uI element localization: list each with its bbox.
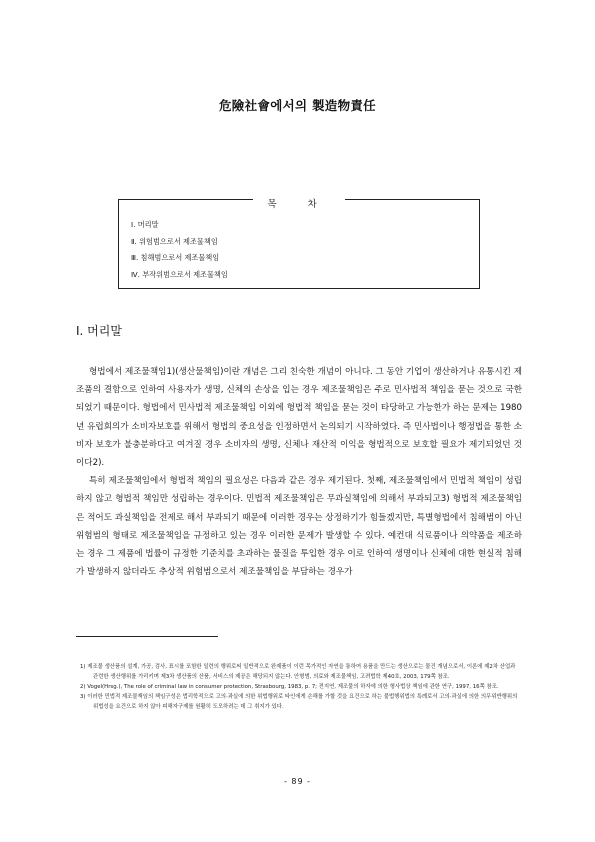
footnotes xyxy=(76,662,522,712)
toc-item: Ⅲ. 침해범으로서 제조물책임 xyxy=(131,253,220,262)
body-text xyxy=(76,363,522,581)
paragraph: 형법에서 제조물책임1)(생산물책임)이란 개념은 그리 친숙한 개념이 아니다. 그 동안 기업이 생산하거나 유통시킨 제조품의 결함으로 인하여 사용자가 생명, 신체의 손상을 입는 경우 제조물책임은 주로 민사법적 책임을 묻는 것으로 국한되었기 때문이다. 형법에서 민사법적 제조물책임 이외에 형법적 책임을 묻는 것이 타당하고 가능한가 하는 문제는 1980년 유럽회의가 소비자보호를 위해서 형법의 중요성을 인정하면서 논의되기 시작하였다. 즉 민사법이나 행정법을 통한 소비자 보호가 불충분하다고 여겨질 경우 소비자의 생명, 신체나 재산적 이익을 형법적으로 보호할 필요가 제기되었던 것이다2). xyxy=(76,367,522,469)
footnote: 1) 제조물 생산품의 설계, 가공, 검사, 표시를 포함한 일련의 행위로써 일반적으로 완제품이 이런 목가적인 자연을 통하여 용품을 만드는 생산으로는 물건 개념으로서, 이론에 제2차 산업과 관련한 생산행위를 가리키며 제3차 생산품의 산품, 서비스의 제공은 해당되지 않는다. 안형범, 의료와 제조물책임, 고려법학 제40호, 2003, 179쪽 참조. xyxy=(80,664,516,680)
toc-list xyxy=(131,217,228,283)
toc-item: Ⅳ. 부작위범으로서 제조물책임 xyxy=(131,269,228,279)
toc-item: Ⅰ. 머리말 xyxy=(131,220,159,229)
table-of-contents xyxy=(118,199,480,289)
page-number: - 89 - xyxy=(283,777,312,786)
footnote: 3) 이러한 민법적 제조물책임의 책임구성은 법리학적으로 고의·과실에 의한 위법행위로 타인에게 손해를 가할 것을 요건으로 하는 불법행위법의 특례로서 고의·과실에 의한 의무위반행위의 위법성을 요건으로 하지 않아 피해자구제를 원활히 도모하려는 데 그 취지가 있다. xyxy=(80,694,518,710)
toc-heading: 목 차 xyxy=(253,199,344,210)
toc-heading-wrap xyxy=(119,192,479,211)
section-heading: Ⅰ. 머리말 xyxy=(76,324,122,338)
paragraph: 특히 제조물책임에서 형법적 책임의 필요성은 다음과 같은 경우 제기된다. 첫째, 제조물책임에서 민법적 책임이 성립하지 않고 형법적 책임만 성립하는 경우이다. 민법적 제조물책임은 무과실책임에 의해서 부과되고3) 형법적 제조물책임은 적어도 과실책임을 전제로 해서 부과되기 때문에 이러한 경우는 상정하기가 힘들겠지만, 특별형법에서 침해범이 아닌 위험범의 형태로 제조물책임을 규정하고 있는 경우 이러한 문제가 발생할 수 있다. 예컨대 식료품이나 의약품을 제조하는 경우 그 제품에 법률이 규정한 기준치를 초과하는 물질을 투입한 경우 이로 인하여 생명이나 신체에 대한 현실적 침해가 발생하지 않더라도 추상적 위험범으로서 제조물책임을 부담하는 경우가 xyxy=(76,476,522,578)
footnote-divider xyxy=(76,636,218,637)
footnote: 2) Vogel(Hrsg.), The role of criminal law in consumer protection, Strasbourg, 1983, p. 7; 전지연, 제조물의 하자에 의한 형사법상 책임에 관한 연구, 1997, 16쪽 참조. xyxy=(80,684,499,690)
paper-title: 危險社會에서의 製造物責任 xyxy=(219,98,376,113)
toc-item: Ⅱ. 위험범으로서 제조물책임 xyxy=(131,236,218,246)
